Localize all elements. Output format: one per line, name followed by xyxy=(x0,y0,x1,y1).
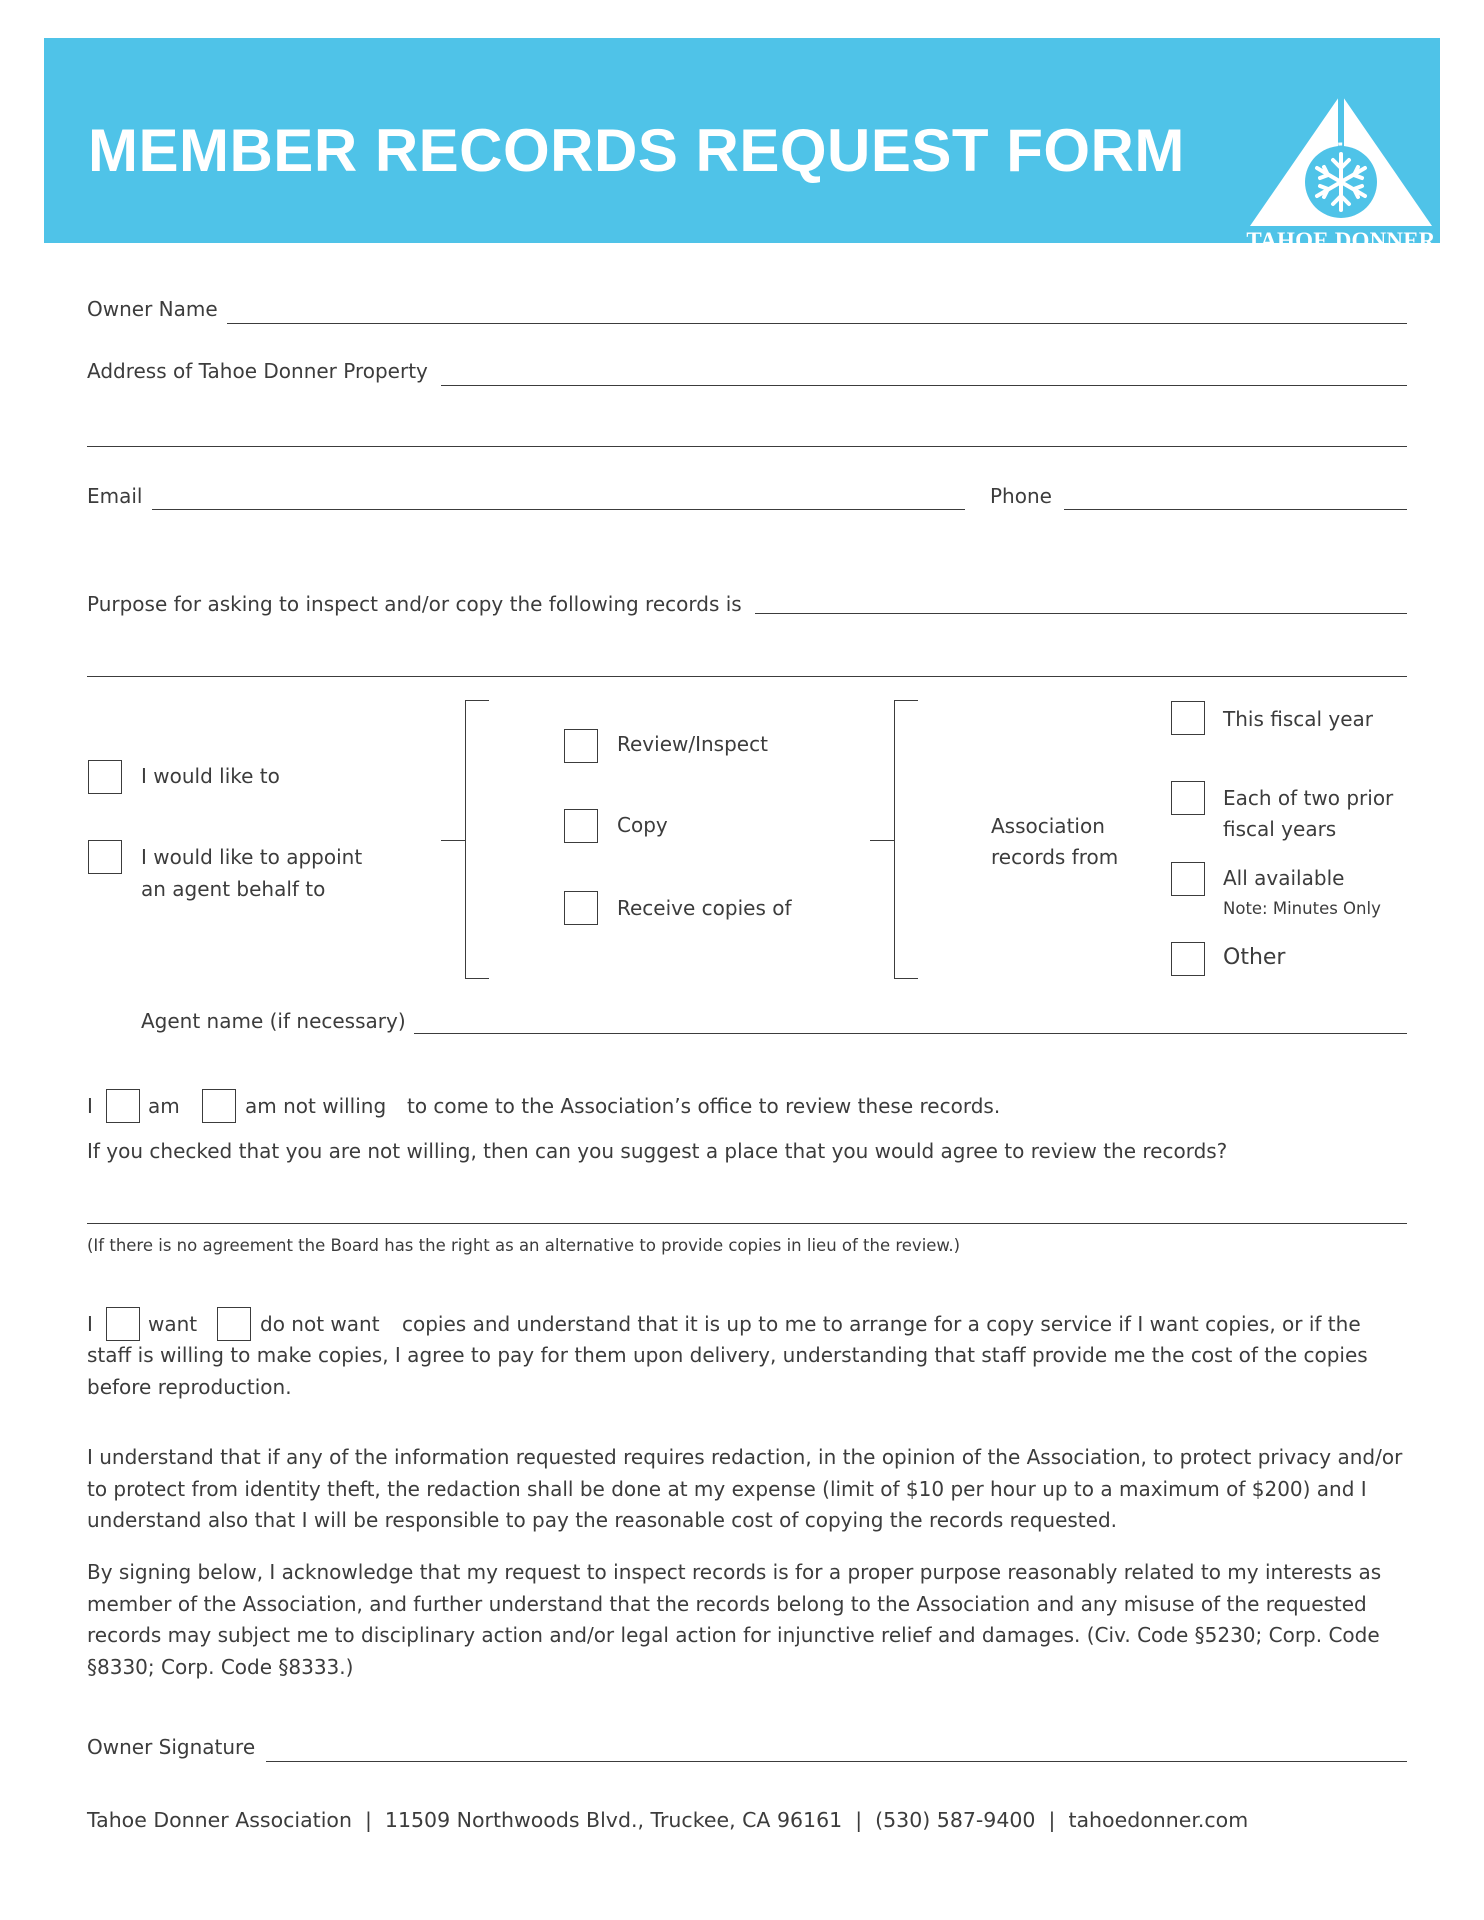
review-inspect-checkbox[interactable] xyxy=(564,729,598,763)
two-prior-years-label-line2: fiscal years xyxy=(1223,817,1337,841)
would-like-to-label: I would like to xyxy=(141,764,280,788)
two-prior-years-checkbox[interactable] xyxy=(1171,781,1205,815)
address-label: Address of Tahoe Donner Property xyxy=(87,359,428,383)
records-bracket xyxy=(894,700,918,979)
am-label: am xyxy=(148,1094,180,1118)
all-available-checkbox[interactable] xyxy=(1171,862,1205,896)
am-willing-checkbox[interactable] xyxy=(106,1089,140,1123)
actions-bracket xyxy=(465,700,489,979)
footer-contact: Tahoe Donner Association | 11509 Northwoods Blvd., Truckee, CA 96161 | (530) 587-9400 | tahoedonner.com xyxy=(87,1808,1249,1832)
do-not-want-copies-checkbox[interactable] xyxy=(217,1307,251,1341)
purpose-input-line-2[interactable] xyxy=(87,676,1407,677)
minutes-only-note: Note: Minutes Only xyxy=(1223,899,1381,918)
copies-statement-line1: copies and understand that it is up to me to arrange for a copy service if I want copies, or if the xyxy=(402,1312,1361,1336)
email-input[interactable] xyxy=(152,509,965,510)
bracket-connector xyxy=(441,840,465,841)
owner-name-label: Owner Name xyxy=(87,297,218,321)
phone-input[interactable] xyxy=(1064,509,1407,510)
snowflake-icon xyxy=(1232,90,1450,230)
records-from-label-line2: records from xyxy=(991,845,1119,869)
alternate-place-question: If you checked that you are not willing, then can you suggest a place that you would agree to review the records? xyxy=(87,1139,1228,1163)
purpose-label: Purpose for asking to inspect and/or copy the following records is xyxy=(87,592,742,616)
willing-statement: to come to the Association’s office to review these records. xyxy=(407,1094,1001,1118)
agent-name-input[interactable] xyxy=(414,1033,1407,1034)
agent-name-label: Agent name (if necessary) xyxy=(141,1009,406,1033)
am-not-willing-checkbox[interactable] xyxy=(202,1089,236,1123)
page-title: MEMBER RECORDS REQUEST FORM xyxy=(88,117,1185,184)
copy-label: Copy xyxy=(617,813,668,837)
other-checkbox[interactable] xyxy=(1171,942,1205,976)
records-from-label-line1: Association xyxy=(991,814,1105,838)
copies-statement-line2: staff is willing to make copies, I agree to pay for them upon delivery, understanding that staff provide me the cost of the copies xyxy=(87,1343,1368,1367)
receive-copies-checkbox[interactable] xyxy=(564,891,598,925)
redaction-paragraph: I understand that if any of the information requested requires redaction, in the opinion of the Association, to protect privacy and/or to protect from identity theft, the redaction shall be done at my expense (limit of $10 per hour up to a maximum of $200) and I understand also that I will be responsible to pay the reasonable cost of copying the records requested. xyxy=(87,1445,1403,1532)
owner-signature-input[interactable] xyxy=(266,1761,1407,1762)
review-inspect-label: Review/Inspect xyxy=(617,732,768,756)
acknowledgement-paragraph: By signing below, I acknowledge that my request to inspect records is for a proper purpose reasonably related to my interests as member of the Association, and further understand that the records belong to the Association and any misuse of the requested records may subject me to disciplinary action and/or legal action for injunctive relief and damages. (Civ. Code §5230; Corp. Code §8330; Corp. Code §8333.) xyxy=(87,1560,1382,1679)
copies-i-label: I xyxy=(87,1312,93,1336)
receive-copies-label: Receive copies of xyxy=(617,896,792,920)
appoint-agent-label-line1: I would like to appoint xyxy=(141,845,363,869)
copy-checkbox[interactable] xyxy=(564,809,598,843)
alternate-place-input[interactable] xyxy=(87,1223,1407,1224)
owner-signature-label: Owner Signature xyxy=(87,1735,256,1759)
all-available-label: All available xyxy=(1223,866,1345,890)
two-prior-years-label-line1: Each of two prior xyxy=(1223,786,1394,810)
other-label: Other xyxy=(1223,945,1286,970)
address-input[interactable] xyxy=(441,385,1407,386)
appoint-agent-label-line2: an agent behalf to xyxy=(141,877,326,901)
this-fiscal-year-checkbox[interactable] xyxy=(1171,701,1205,735)
would-like-to-checkbox[interactable] xyxy=(88,760,122,794)
email-label: Email xyxy=(87,484,143,508)
am-not-willing-label: am not willing xyxy=(245,1094,387,1118)
this-fiscal-year-label: This fiscal year xyxy=(1223,707,1374,731)
tahoe-donner-logo xyxy=(1232,90,1450,262)
logo-wordmark: TAHOE DONNER xyxy=(1246,228,1436,253)
owner-name-input[interactable] xyxy=(227,323,1407,324)
header-banner xyxy=(44,38,1440,253)
bracket-connector-2 xyxy=(870,840,894,841)
copies-statement-line3: before reproduction. xyxy=(87,1375,292,1399)
appoint-agent-checkbox[interactable] xyxy=(88,840,122,874)
willing-i-label: I xyxy=(87,1094,93,1118)
address-input-line-2[interactable] xyxy=(87,446,1407,447)
do-not-want-label: do not want xyxy=(260,1312,380,1336)
phone-label: Phone xyxy=(990,484,1052,508)
want-copies-checkbox[interactable] xyxy=(106,1307,140,1341)
want-label: want xyxy=(148,1312,198,1336)
purpose-input[interactable] xyxy=(755,613,1407,614)
board-alternative-note: (If there is no agreement the Board has the right as an alternative to provide copies in lieu of the review.) xyxy=(87,1236,961,1255)
